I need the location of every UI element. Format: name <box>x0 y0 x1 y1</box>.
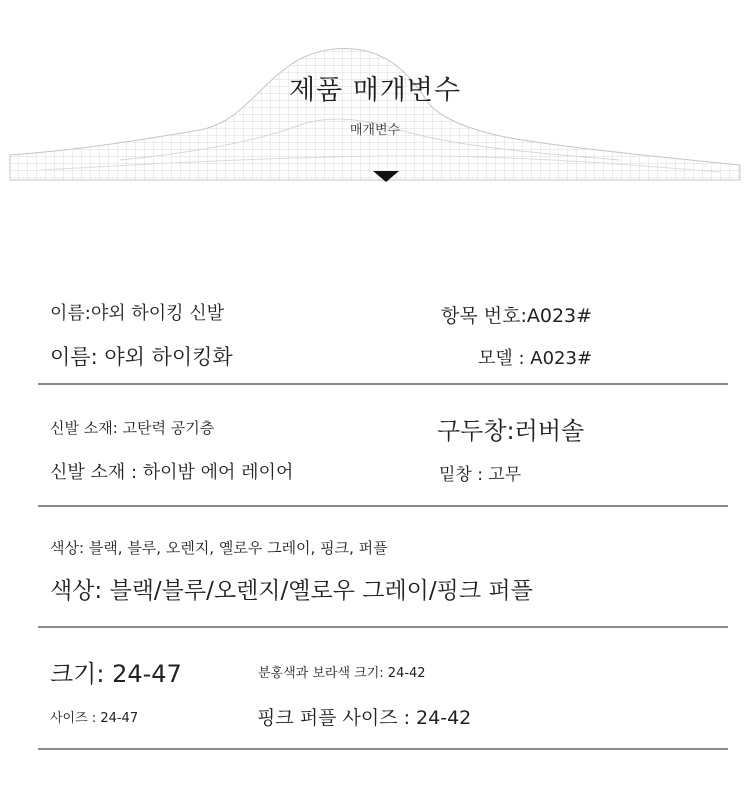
color-label-small: 색상: 블랙, 블루, 오렌지, 옐로우 그레이, 핑크, 퍼플 <box>50 539 388 557</box>
name-label-small: 이름:야외 하이킹 신발 <box>50 303 224 324</box>
item-number-label: 항목 번호:A023# <box>441 305 593 327</box>
page-title: 제품 매개변수 <box>288 75 462 106</box>
divider <box>38 505 728 507</box>
sole-label: 밑창 : 고무 <box>439 465 522 485</box>
pink-purple-size-label-large: 핑크 퍼플 사이즈 : 24-42 <box>257 707 472 729</box>
down-arrow-icon <box>373 171 399 182</box>
pink-purple-size-label-small: 분홍색과 보라색 크기: 24-42 <box>258 666 426 681</box>
header-banner <box>0 0 750 200</box>
color-label-large: 색상: 블랙/블루/오렌지/옐로우 그레이/핑크 퍼플 <box>50 578 533 604</box>
divider <box>38 748 728 750</box>
material-label-large: 신발 소재 : 하이밤 에어 레이어 <box>50 462 294 483</box>
outsole-label: 구두창:러버솔 <box>437 417 585 445</box>
size-label-large: 크기: 24-47 <box>50 660 182 688</box>
size-label-small: 사이즈 : 24-47 <box>50 711 139 726</box>
model-label: 모델 : A023# <box>478 348 593 369</box>
divider <box>38 626 728 628</box>
name-label-large: 이름: 야외 하이킹화 <box>50 345 233 369</box>
material-label-small: 신발 소재: 고탄력 공기층 <box>50 419 215 437</box>
divider <box>38 383 728 385</box>
page-subtitle: 매개변수 <box>349 123 401 138</box>
